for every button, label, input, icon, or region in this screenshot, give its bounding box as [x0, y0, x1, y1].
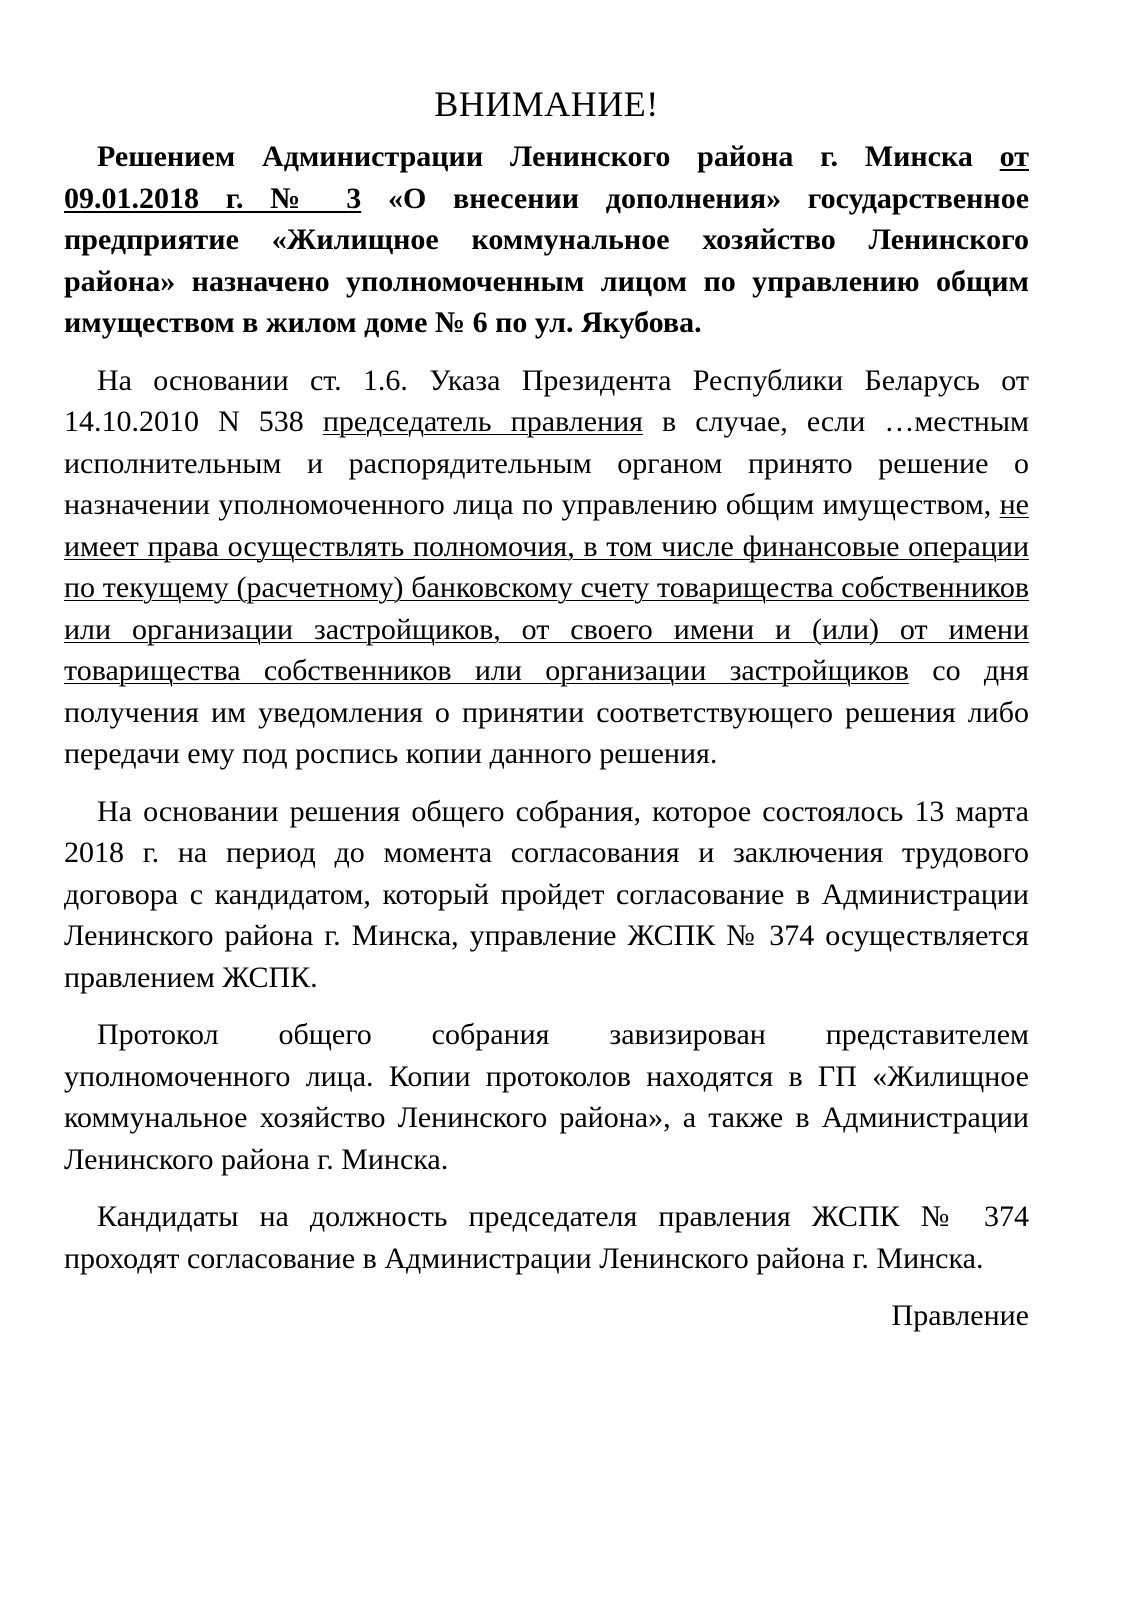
decision-reference: от 09.01.2018 г. № 3 [64, 140, 1029, 215]
decree-text-3: со дня получения им уведомления о принятии соответствующего решения либо передачи ему под роспись копии данного решения. [64, 654, 1029, 770]
paragraph-decision [64, 136, 1029, 344]
signature: Правление [891, 1299, 1029, 1332]
paragraph-protocol: Протокол общего собрания завизирован представителем уполномоченного лица. Копии протоколов находятся в ГП «Жилищное коммунальное хозяйство Ленинского района», а также в Администрации Ленинского района г. Минска. [64, 1018, 1029, 1176]
paragraph-candidates: Кандидаты на должность председателя правления ЖСПК № 374 проходят согласование в Администрации Ленинского района г. Минска. [64, 1200, 1029, 1275]
decree-chairman: председатель правления [322, 405, 643, 438]
decision-text-1: Решением Администрации Ленинского района г. Минска [97, 140, 1000, 173]
paragraph-decree [64, 360, 1029, 775]
page-title: ВНИМАНИЕ! [434, 84, 659, 124]
decree-text-2: в случае, если …местным исполнительным и распорядительным органом принято решение о назначении уполномоченного лица по управлению общим имуществом, [64, 405, 1029, 521]
decree-text-1: На основании ст. 1.6. Указа Президента Республики Беларусь от 14.10.2010 N 538 [64, 363, 1029, 438]
decision-text-2: «О внесении дополнения» государственное предприятие «Жилищное коммунальное хозяйство Ленинского района» назначено уполномоченным лицом по управлению общим имуществом в жилом доме № 6 по ул. Якубова. [64, 181, 1030, 339]
paragraph-meeting: На основании решения общего собрания, которое состоялось 13 марта 2018 г. на период до момента согласования и заключения трудового договора с кандидатом, который пройдет согласование в Администрации Ленинского района г. Минска, управление ЖСПК № 374 осуществляется правлением ЖСПК. [64, 794, 1029, 994]
notice-document [64, 82, 1029, 1337]
decree-restriction: не имеет права осуществлять полномочия, в том числе финансовые операции по текущему (расчетному) банковскому счету товарищества собственников или организации застройщиков, от своего имени и (или) от имени товарищества собственников или организации застройщиков [64, 488, 1029, 687]
